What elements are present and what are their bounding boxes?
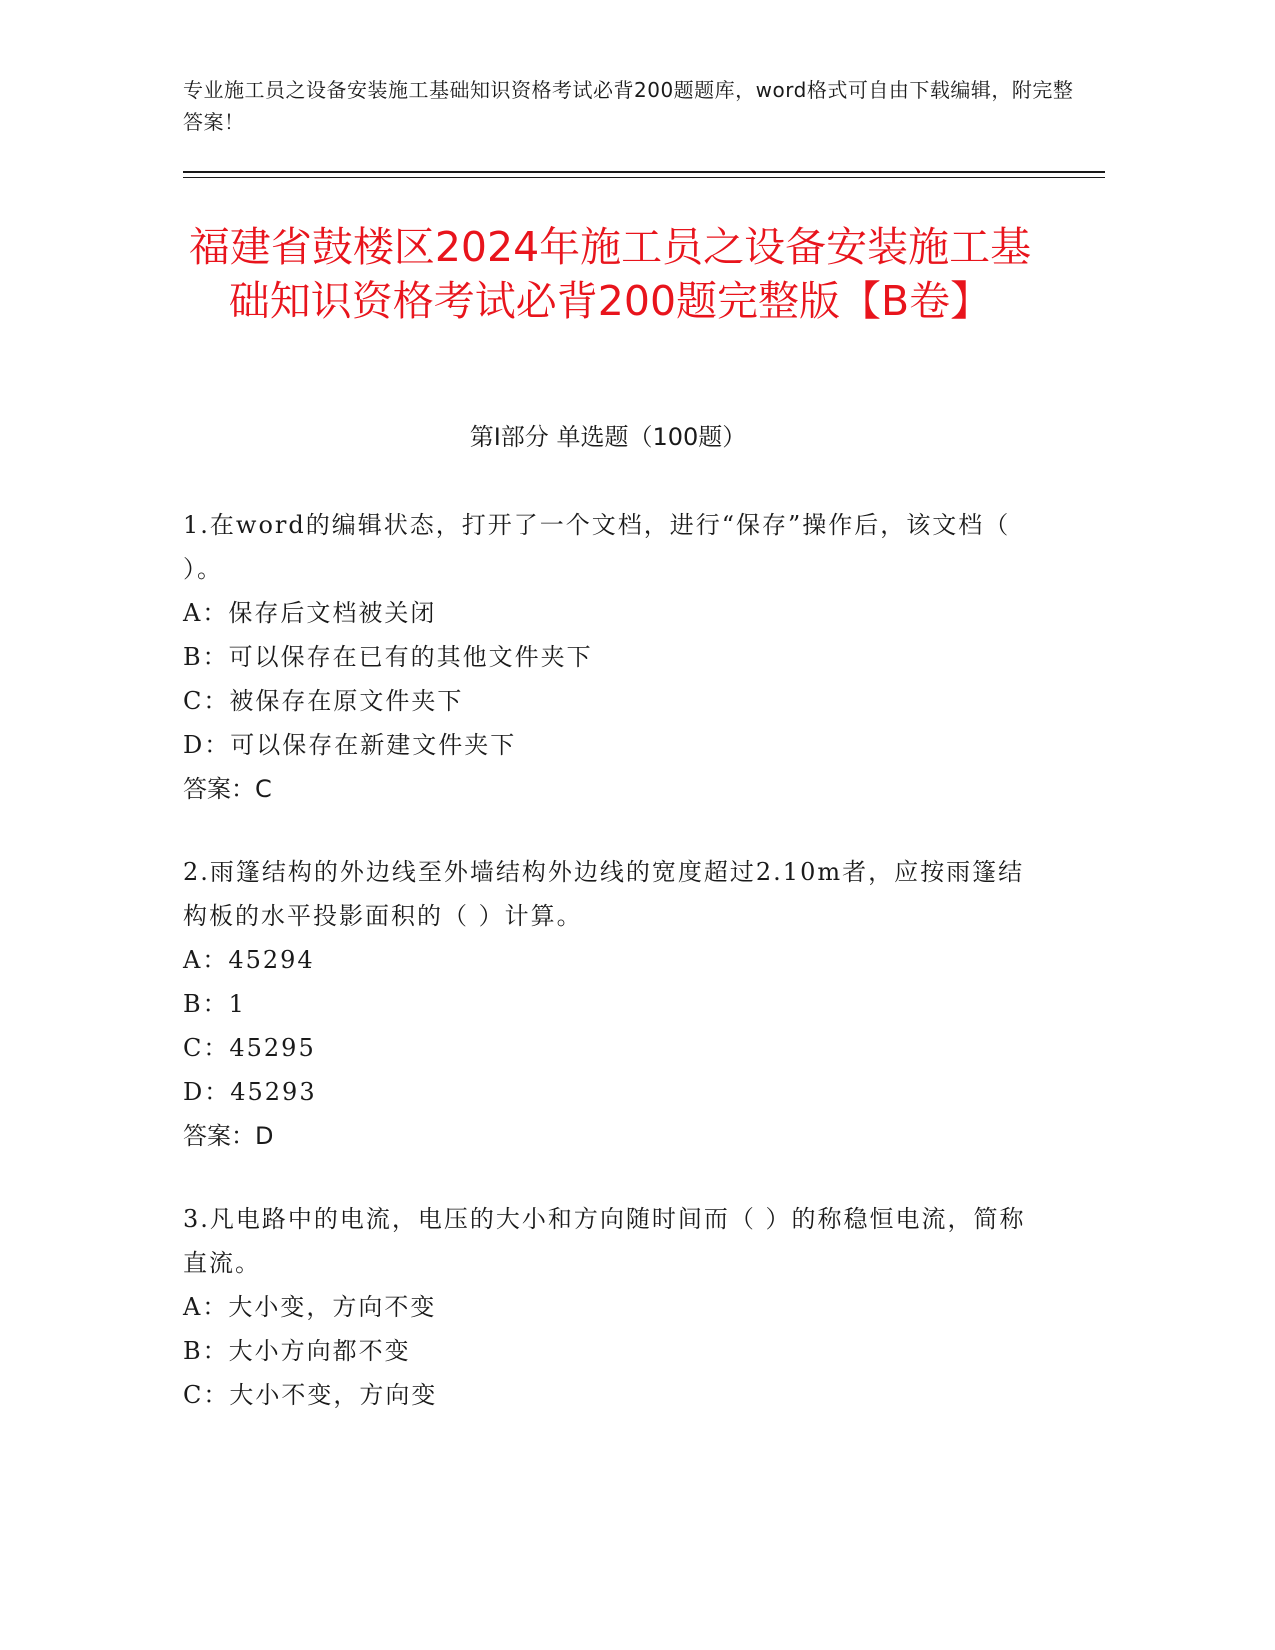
- option-b: B：1: [183, 990, 246, 1018]
- option-a: A：45294: [183, 946, 315, 974]
- question-stem: 1.在word的编辑状态，打开了一个文档，进行“保存”操作后，该文档（ ）。: [183, 511, 1011, 583]
- answer-line: 答案：D: [183, 1122, 274, 1150]
- question-1: [183, 503, 1043, 811]
- option-a: A：保存后文档被关闭: [183, 599, 437, 627]
- question-2: [183, 850, 1043, 1158]
- option-c: C：被保存在原文件夹下: [183, 687, 464, 715]
- option-a: A：大小变，方向不变: [183, 1293, 437, 1321]
- option-d: D：可以保存在新建文件夹下: [183, 731, 517, 759]
- option-b: B：可以保存在已有的其他文件夹下: [183, 643, 593, 671]
- header-note: 专业施工员之设备安装施工基础知识资格考试必背200题题库，word格式可自由下载编辑，附完整答案！: [183, 78, 1074, 134]
- option-c: C：大小不变，方向变: [183, 1381, 438, 1409]
- document-title: 福建省鼓楼区2024年施工员之设备安装施工基础知识资格考试必背200题完整版【B卷】: [188, 223, 1032, 325]
- header-divider-thick: [183, 171, 1105, 173]
- option-c: C：45295: [183, 1034, 316, 1062]
- section-heading: 第Ⅰ部分 单选题（100题）: [469, 423, 747, 451]
- question-stem: 2.雨篷结构的外边线至外墙结构外边线的宽度超过2.10m者，应按雨篷结构板的水平投影面积的（ ）计算。: [183, 858, 1025, 930]
- answer-line: 答案：C: [183, 775, 272, 803]
- question-list: [183, 503, 1043, 1456]
- question-3: [183, 1197, 1043, 1417]
- header-divider-thin: [183, 177, 1105, 178]
- question-stem: 3.凡电路中的电流，电压的大小和方向随时间而（ ）的称稳恒电流，简称直流。: [183, 1205, 1026, 1277]
- option-b: B：大小方向都不变: [183, 1337, 411, 1365]
- option-d: D：45293: [183, 1078, 317, 1106]
